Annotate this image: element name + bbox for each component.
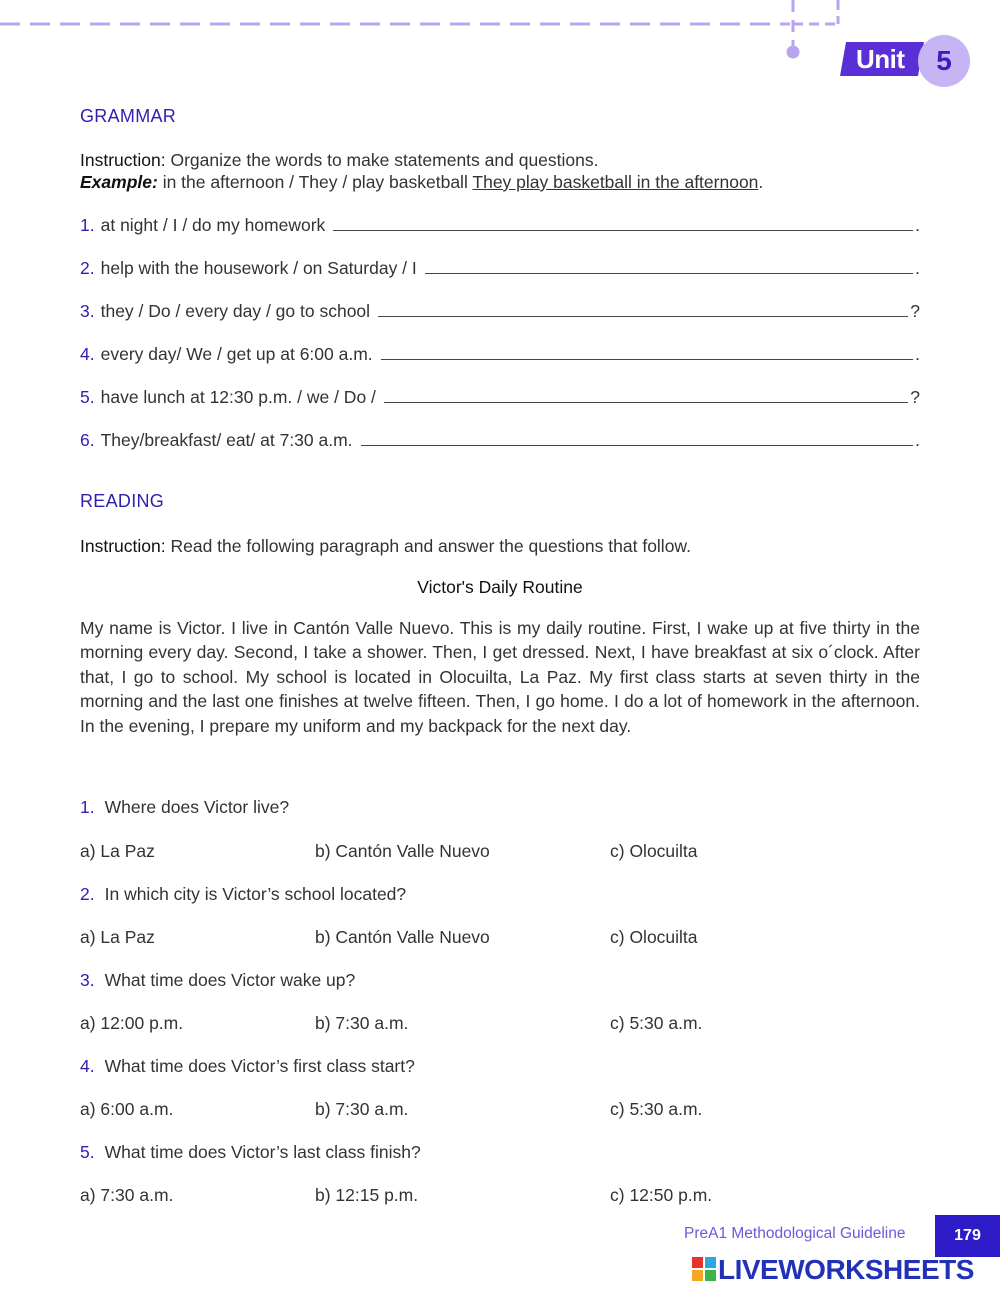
item-end-mark: . bbox=[915, 215, 920, 235]
item-end-mark: . bbox=[915, 430, 920, 450]
grammar-item bbox=[80, 255, 920, 279]
instruction-label: Instruction: bbox=[80, 150, 166, 170]
answer-line[interactable] bbox=[384, 402, 908, 403]
question-number: 3. bbox=[80, 970, 95, 990]
item-end-mark: ? bbox=[910, 301, 920, 321]
unit-number: 5 bbox=[918, 35, 970, 87]
item-end-mark: ? bbox=[910, 387, 920, 407]
question-text: What time does Victor’s last class finish? bbox=[104, 1142, 421, 1162]
grammar-item bbox=[80, 341, 920, 365]
answer-line[interactable] bbox=[378, 316, 908, 317]
option-b[interactable]: b) 12:15 p.m. bbox=[315, 1185, 419, 1205]
example-label: Example: bbox=[80, 172, 158, 192]
item-number: 6. bbox=[80, 430, 95, 450]
item-prompt: They/breakfast/ eat/ at 7:30 a.m. bbox=[100, 430, 353, 450]
grammar-heading: GRAMMAR bbox=[80, 106, 177, 126]
option-a[interactable]: a) 6:00 a.m. bbox=[80, 1099, 174, 1119]
item-prompt: they / Do / every day / go to school bbox=[100, 301, 371, 321]
option-a[interactable]: a) 12:00 p.m. bbox=[80, 1013, 184, 1033]
question-text: What time does Victor wake up? bbox=[104, 970, 356, 990]
question-text: What time does Victor’s first class start? bbox=[104, 1056, 415, 1076]
question-text: Where does Victor live? bbox=[104, 797, 290, 817]
item-prompt: every day/ We / get up at 6:00 a.m. bbox=[100, 344, 373, 364]
option-c[interactable]: c) Olocuilta bbox=[610, 841, 698, 861]
option-c[interactable]: c) 5:30 a.m. bbox=[610, 1013, 703, 1033]
item-number: 3. bbox=[80, 301, 95, 321]
option-c[interactable]: c) Olocuilta bbox=[610, 927, 698, 947]
grammar-item bbox=[80, 384, 920, 408]
question-number: 5. bbox=[80, 1142, 95, 1162]
option-b[interactable]: b) 7:30 a.m. bbox=[315, 1099, 409, 1119]
grammar-instruction bbox=[80, 149, 599, 171]
question bbox=[80, 883, 406, 905]
instruction-text: Organize the words to make statements and questions. bbox=[170, 150, 599, 170]
question-number: 2. bbox=[80, 884, 95, 904]
liveworksheets-logo-icon bbox=[692, 1257, 716, 1281]
option-c[interactable]: c) 12:50 p.m. bbox=[610, 1185, 713, 1205]
answer-line[interactable] bbox=[333, 230, 913, 231]
instruction-label: Instruction: bbox=[80, 536, 166, 556]
grammar-item bbox=[80, 427, 920, 451]
answer-line[interactable] bbox=[361, 445, 914, 446]
item-number: 4. bbox=[80, 344, 95, 364]
liveworksheets-brand[interactable]: LIVEWORKSHEETS bbox=[718, 1254, 974, 1285]
example-answer: They play basketball in the afternoon bbox=[472, 172, 759, 192]
question bbox=[80, 969, 355, 991]
question bbox=[80, 1055, 415, 1077]
item-end-mark: . bbox=[915, 344, 920, 364]
option-a[interactable]: a) La Paz bbox=[80, 927, 155, 947]
item-number: 2. bbox=[80, 258, 95, 278]
option-a[interactable]: a) 7:30 a.m. bbox=[80, 1185, 174, 1205]
reading-instruction bbox=[80, 535, 691, 557]
item-prompt: have lunch at 12:30 p.m. / we / Do / bbox=[100, 387, 376, 407]
option-b[interactable]: b) Cantón Valle Nuevo bbox=[315, 927, 490, 947]
item-number: 5. bbox=[80, 387, 95, 407]
instruction-text: Read the following paragraph and answer the questions that follow. bbox=[170, 536, 691, 556]
footer-guide-title: PreA1 Methodological Guideline bbox=[684, 1225, 906, 1242]
answer-line[interactable] bbox=[381, 359, 913, 360]
page-number: 179 bbox=[935, 1215, 1000, 1257]
reading-heading: READING bbox=[80, 491, 165, 511]
grammar-item bbox=[80, 298, 920, 322]
question-text: In which city is Victor’s school located? bbox=[104, 884, 407, 904]
question-number: 1. bbox=[80, 797, 95, 817]
question bbox=[80, 1141, 421, 1163]
item-prompt: help with the housework / on Saturday / I bbox=[100, 258, 417, 278]
option-b[interactable]: b) Cantón Valle Nuevo bbox=[315, 841, 490, 861]
option-b[interactable]: b) 7:30 a.m. bbox=[315, 1013, 409, 1033]
answer-line[interactable] bbox=[425, 273, 913, 274]
story-title: Victor's Daily Routine bbox=[417, 577, 583, 597]
question-number: 4. bbox=[80, 1056, 95, 1076]
grammar-item bbox=[80, 212, 920, 236]
item-end-mark: . bbox=[915, 258, 920, 278]
option-c[interactable]: c) 5:30 a.m. bbox=[610, 1099, 703, 1119]
question bbox=[80, 796, 289, 818]
item-number: 1. bbox=[80, 215, 95, 235]
story-paragraph: My name is Victor. I live in Cantón Valle Nuevo. This is my daily routine. First, I wake up at five thirty in the morning every day. Second, I take a shower. Then, I get dressed. Next, I have breakfast at six o´clock. After that, I go to school. My school is located in Olocuilta, La Paz. My first class starts at seven thirty in the morning and the last one finishes at twelve fifteen. Then, I go home. I do a lot of homework in the afternoon. In the evening, I prepare my uniform and my backpack for the next day. bbox=[80, 618, 920, 736]
example-end: . bbox=[758, 172, 764, 192]
option-a[interactable]: a) La Paz bbox=[80, 841, 155, 861]
grammar-example bbox=[80, 171, 763, 193]
unit-label: Unit bbox=[856, 44, 905, 74]
example-prompt: in the afternoon / They / play basketball bbox=[162, 172, 468, 192]
item-prompt: at night / I / do my homework bbox=[100, 215, 326, 235]
